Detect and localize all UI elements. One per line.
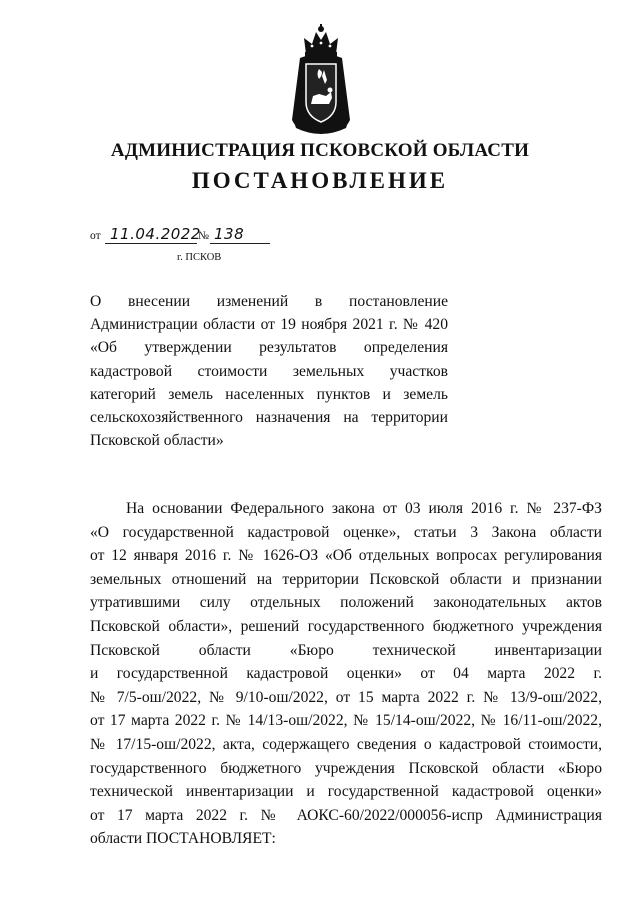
document-date-number — [90, 225, 280, 244]
document-subject — [90, 290, 448, 452]
body-line: от 17 марта 2022 г. № АОКС-60/2022/000056-испр Администрация — [90, 806, 602, 824]
body-line: технической инвентаризации и государственной кадастровой оценки» — [90, 783, 602, 801]
subject-line: сельскохозяйственного назначения на территории — [90, 409, 448, 427]
body-line: Псковской области», решений государственного бюджетного учреждения — [90, 617, 602, 635]
body-line: области ПОСТАНОВЛЯЕТ: — [90, 830, 276, 848]
date-prefix: от — [90, 230, 101, 242]
body-line: от 12 января 2016 г. № 1626-ОЗ «Об отдельных вопросах регулирования — [90, 547, 602, 565]
body-line: № 7/5-ош/2022, № 9/10-ош/2022, от 15 марта 2022 г. № 13/9-ош/2022, — [90, 688, 602, 706]
body-line: от 17 марта 2022 г. № 14/13-ош/2022, № 15/14-ош/2022, № 16/11-ош/2022, — [90, 712, 602, 730]
subject-line: категорий земель населенных пунктов и земель — [90, 385, 448, 403]
document-body — [90, 497, 602, 851]
handwritten-number: 138 — [214, 225, 245, 243]
city-label: г. ПСКОВ — [177, 252, 222, 263]
pskov-coat-of-arms-emblem — [286, 24, 356, 136]
document-type-title: ПОСТАНОВЛЕНИЕ — [191, 168, 449, 193]
body-line: государственного бюджетного учреждения Псковской области «Бюро — [90, 759, 602, 777]
date-underline — [105, 243, 197, 244]
subject-line: «Об утверждении результатов определения — [90, 339, 448, 357]
body-line: На основании Федерального закона от 03 июля 2016 г. № 237-ФЗ — [126, 500, 602, 517]
subject-line: Администрации области от 19 ноября 2021 г. № 420 — [90, 316, 448, 334]
organization-title: АДМИНИСТРАЦИЯ ПСКОВСКОЙ ОБЛАСТИ — [110, 140, 530, 161]
number-underline — [210, 243, 270, 244]
body-line: и государственной кадастровой оценки» от 04 марта 2022 г. — [90, 665, 602, 683]
subject-line: кадастровой стоимости земельных участков — [90, 362, 448, 380]
body-line: № 17/15-ош/2022, акта, содержащего сведения о кадастровой стоимости, — [90, 735, 602, 753]
handwritten-date: 11.04.2022 — [110, 225, 201, 243]
body-line: «О государственной кадастровой оценке», статьи 3 Закона области — [90, 523, 602, 541]
number-prefix: № — [198, 230, 209, 242]
body-line: земельных отношений на территории Псковской области и признании — [90, 570, 602, 588]
subject-line: О внесении изменений в постановление — [90, 293, 448, 310]
subject-line: Псковской области» — [90, 432, 224, 450]
body-line: утратившими силу отдельных положений законодательных актов — [90, 594, 602, 612]
body-line: Псковской области «Бюро технической инвентаризации — [90, 641, 602, 659]
